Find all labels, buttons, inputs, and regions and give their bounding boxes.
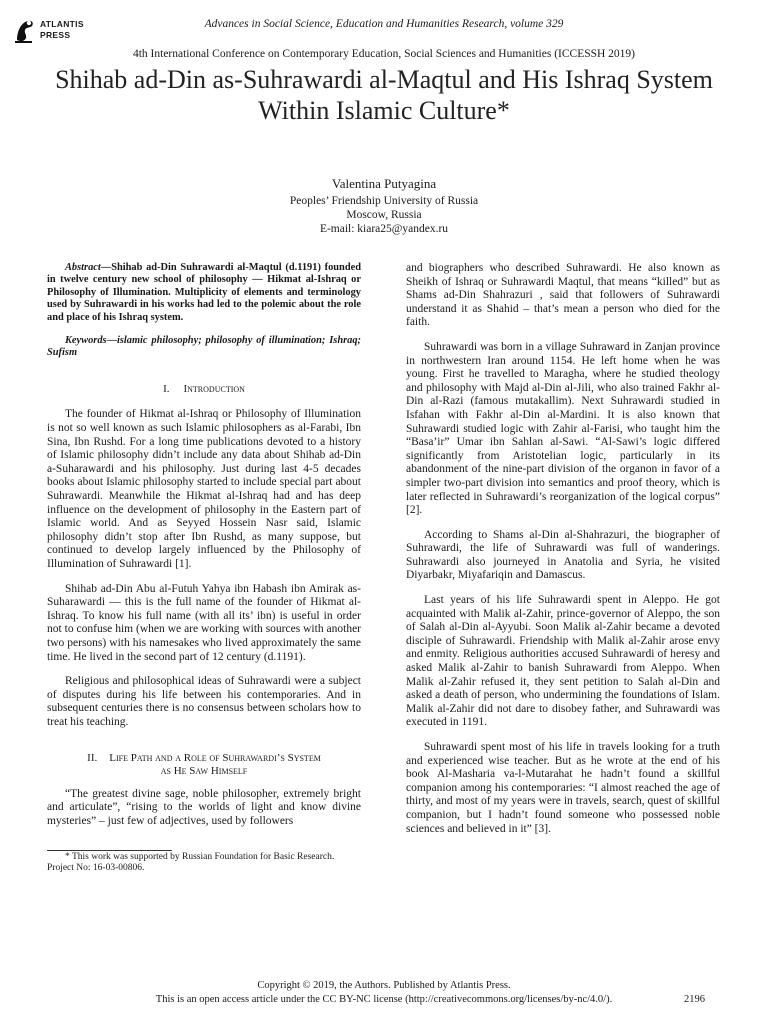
author-name: Valentina Putyagina: [331, 176, 437, 191]
footnote-rule: [47, 850, 172, 851]
section-heading-life-path: [47, 752, 361, 778]
footnote-line2: Project No: 16-03-00806.: [47, 863, 145, 873]
keywords: Keywords—islamic philosophy; philosophy of illumination; Ishraq; Sufism: [47, 335, 361, 359]
page-number: 2196: [684, 994, 705, 1005]
paragraph: and biographers who described Suhrawardi. He also known as Sheikh of Ishraq or Suhrawardi Maqtul, that means “killed” but as Shams ad-Din Shahrazuri , said that followers of Suhrawardi understand it as Shahid – that’s mean a person who died for the faith.: [406, 262, 720, 329]
right-column: [406, 262, 720, 836]
section-title: Introduction: [183, 382, 245, 395]
paragraph: Suhrawardi was born in a village Suhraward in Zanjan province in northwestern Iran around 1154. He left home when he was young. First he travelled to Maragha, where he studied theology and philosophy with Majd al-Din al-Jili, who also trained Fakhr al-Din al-Razi (famous mutakallim). Next Suhrawardi studied in Isfahan with Fakhr al-Din al-Mardini. It is also known that Suhrawardi studied logic with Zahir al-Farisi, who taught him the “Basa’ir” Umar ibn Sahlan al-Sawi. “Al-Sawi’s logic differed significantly from Aristotelian logic, particularly in its abandonment of the nine-part division of the organon in favor of a simpler two-part division into semantics and proof theory, which is later reflected in Suhrawardi’s reorganization of the logical corpus” [2].: [406, 340, 720, 517]
footnote: [47, 852, 361, 874]
paper-title: Shihab ad-Din as-Suhrawardi al-Maqtul and His Ishraq System Within Islamic Culture*: [55, 65, 713, 125]
paragraph: According to Shams al-Din al-Shahrazuri, the biographer of Suhrawardi, the life of Suhrawardi was full of wanderings. Suhrawardi also journeyed in Anatolia and Syria, he visited Diyarbakr, Miyafariqin and Damascus.: [406, 528, 720, 582]
publisher-name-line2: PRESS: [40, 30, 71, 40]
paragraph: Last years of his life Suhrawardi spent in Aleppo. He got acquainted with Malik al-Zahir, prince-governor of Aleppo, the son of Salah al-Din al-Ayyubi. Soon Malik al-Zahir became a devoted disciple of Suhrawardi. Friendship with Malik al-Zahir arose envy and enmity. Religious authorities accused Suhrawardi of heresy and asked Malik al-Zahir to banish Suhrawardi from Aleppo. When Malik al-Zahir refused it, they sent petition to Salah al-Din and asked a death of person, who undermining the foundations of Islam. Malik al-Zahir did not dare to disobey father, and Suhrawardi was executed in 1191.: [406, 594, 720, 729]
affiliation: Peoples’ Friendship University of Russia: [289, 195, 479, 207]
section-number: I.: [163, 382, 170, 395]
left-column: [47, 262, 361, 828]
paragraph: Religious and philosophical ideas of Suhrawardi were a subject of disputes during his life between his contemporaries. And in subsequent centuries there is no consensus between scholars how to treat his teaching.: [47, 675, 361, 728]
copyright-notice: Copyright © 2019, the Authors. Published by Atlantis Press.: [257, 980, 511, 991]
author-email: E-mail: kiara25@yandex.ru: [319, 223, 449, 235]
footnote-line1: * This work was supported by Russian Foundation for Basic Research.: [65, 852, 335, 862]
section-title-line2: as He Saw Himself: [160, 764, 248, 777]
abstract: [47, 262, 361, 324]
publisher-name-line1: ATLANTIS: [40, 19, 84, 29]
section-heading-introduction: [47, 383, 361, 397]
license-notice: This is an open access article under the CC BY-NC license (http://creativecommons.org/licenses/by-nc/4.0/).: [155, 994, 613, 1005]
section-title-line1: Life Path and a Role of Suhrawardi’s System: [109, 751, 321, 764]
author-affiliation-block: [0, 194, 768, 236]
abstract-text: —Shihab ad-Din Suhrawardi al-Maqtul (d.1191) founded in twelve century new school of philosophy — Hikmat al-Ishraq or Philosophy of Illumination. Multiplicity of elements and terminology used by Suhrawardi in his works had led to the polemic about the role and place of his Ishraq system.: [47, 262, 361, 323]
section-number: II.: [87, 751, 98, 764]
paragraph: “The greatest divine sage, noble philosopher, extremely bright and articulate”, “rising to the worlds of light and know divine mysteries” – just few of adjectives, used by followers: [47, 787, 361, 827]
paragraph: Shihab ad-Din Abu al-Futuh Yahya ibn Habash ibn Amirak as-Suharawardi — this is the full name of the founder of Hikmat al-Ishraq. To know his full name (with all its’ ibn) is useful in order not to confuse him (when we are working with sources with another two persons) with his namesakes who lived approximately the same time. He lived in the second part of 12 century (d.1191).: [47, 582, 361, 663]
abstract-label: Abstract: [65, 262, 101, 273]
conference-header: 4th International Conference on Contemporary Education, Social Sciences and Humanities (ICCESSH 2019): [132, 48, 636, 60]
journal-header: Advances in Social Science, Education and Humanities Research, volume 329: [204, 18, 564, 30]
location: Moscow, Russia: [346, 209, 422, 221]
paragraph: The founder of Hikmat al-Ishraq or Philosophy of Illumination is not so well known as such Islamic philosophers as al-Farabi, Ibn Sina, Ibn Rushd. For a long time publications devoted to a history of Islamic philosophy didn’t include any data about Shihab ad-Din a-Suharawardi and his philosophy. Just during last 4-5 decades books about Islamic philosophy started to include special part about Suhrawardi. Meanwhile the Hikmat al-Ishraq had and has deep influence on the development of philosophy in the Eastern part of Islamic world. And as Seyyed Hossein Nasr said, Islamic philosophy didn’t stop after Ibn Rushd, as many suppose, but continued to develop largely influenced by the Philosophy of Illumination of Suhrawardi [1].: [47, 408, 361, 570]
paragraph: Suhrawardi spent most of his life in travels looking for a truth and experienced wise teacher. But as he wrote at the end of his book Al-Masharia va-l-Mutarahat he hadn’t found a skillful companion among his contemporaries: “I almost reached the age of thirty, and most of my years were in travels, search, quest of skillful companion, but I hadn’t found someone who possessed noble sciences and believed in it” [3].: [406, 741, 720, 835]
